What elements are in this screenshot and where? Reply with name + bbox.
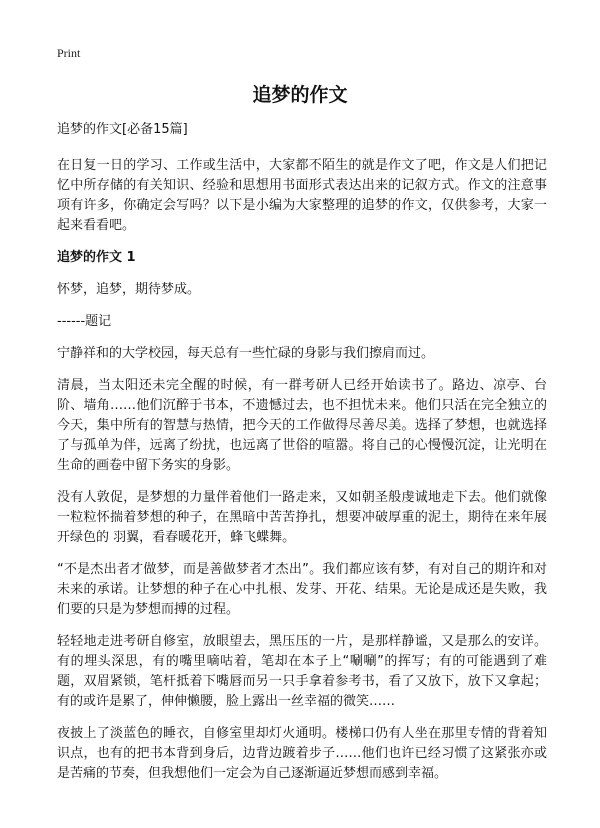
body-paragraph: 清晨，当太阳还未完全醒的时候，有一群考研人已经开始读书了。路边、凉亭、台阶、墙角……他们沉醉于书本，不遗憾过去，也不担忧未来。他们只活在完全独立的今天，集中所有的智慧与热情，把今天的工作做得尽善尽美。选择了梦想，也就选择了与孤单为伴，远离了纷扰，也远离了世俗的喧嚣。将自己的心慢慢沉淀，让光明在生命的画卷中留下务实的身影。	[57, 378, 547, 473]
section-heading: 追梦的作文 1	[57, 250, 136, 265]
body-paragraph: “不是杰出者才做梦，而是善做梦者才杰出”。我们都应该有梦，有对自己的期许和对未来的承诺。让梦想的种子在心中扎根、发芽、开花、结果。无论是成还是失败，我们要的只是为梦想而搏的过程。	[57, 562, 547, 617]
body-paragraph: 怀梦，追梦，期待梦成。	[57, 282, 201, 297]
body-paragraph: 没有人敦促，是梦想的力量伴着他们一路走来，又如朝圣般虔诚地走下去。他们就像一粒粒怀揣着梦想的种子，在黑暗中苦苦挣扎，想要冲破厚重的泥土，期待在来年展开绿色的 羽翼，看春暖花开，蜂飞蝶舞。	[57, 490, 547, 545]
intro-paragraph: 在日复一日的学习、工作或生活中，大家都不陌生的就是作文了吧，作文是人们把记忆中所存储的有关知识、经验和思想用书面形式表达出来的记叙方式。作文的注意事项有许多，你确定会写吗？以下是小编为大家整理的追梦的作文，仅供参考，大家一起来看看吧。	[57, 158, 547, 233]
body-paragraph: 宁静祥和的大学校园，每天总有一些忙碌的身影与我们擦肩而过。	[57, 346, 435, 361]
document-body	[57, 120, 547, 796]
document-subtitle: 追梦的作文[必备15篇]	[57, 122, 188, 137]
body-paragraph: 轻轻地走进考研自修室，放眼望去，黑压压的一片，是那样静谧，又是那么的安详。有的埋头深思，有的嘴里嘀咕着，笔却在本子上“唰唰”的挥写；有的可能遇到了难题，双眉紧锁，笔杆抵着下嘴唇而另一只手拿着参考书，看了又放下，放下又拿起；有的或许是累了，伸伸懒腰，脸上露出一丝幸福的微笑……	[57, 634, 547, 709]
print-label[interactable]: Print	[57, 46, 81, 60]
body-paragraph: 夜披上了淡蓝色的睡衣，自修室里却灯火通明。楼梯口仍有人坐在那里专情的背着知识点，也有的把书本背到身后，边背边踱着步子……他们也许已经习惯了这紧张亦或是苦痛的节奏，但我想他们一定会为自己逐渐逼近梦想而感到幸福。	[57, 726, 547, 781]
page-title: 追梦的作文	[252, 84, 348, 106]
body-paragraph: ------题记	[57, 314, 112, 329]
